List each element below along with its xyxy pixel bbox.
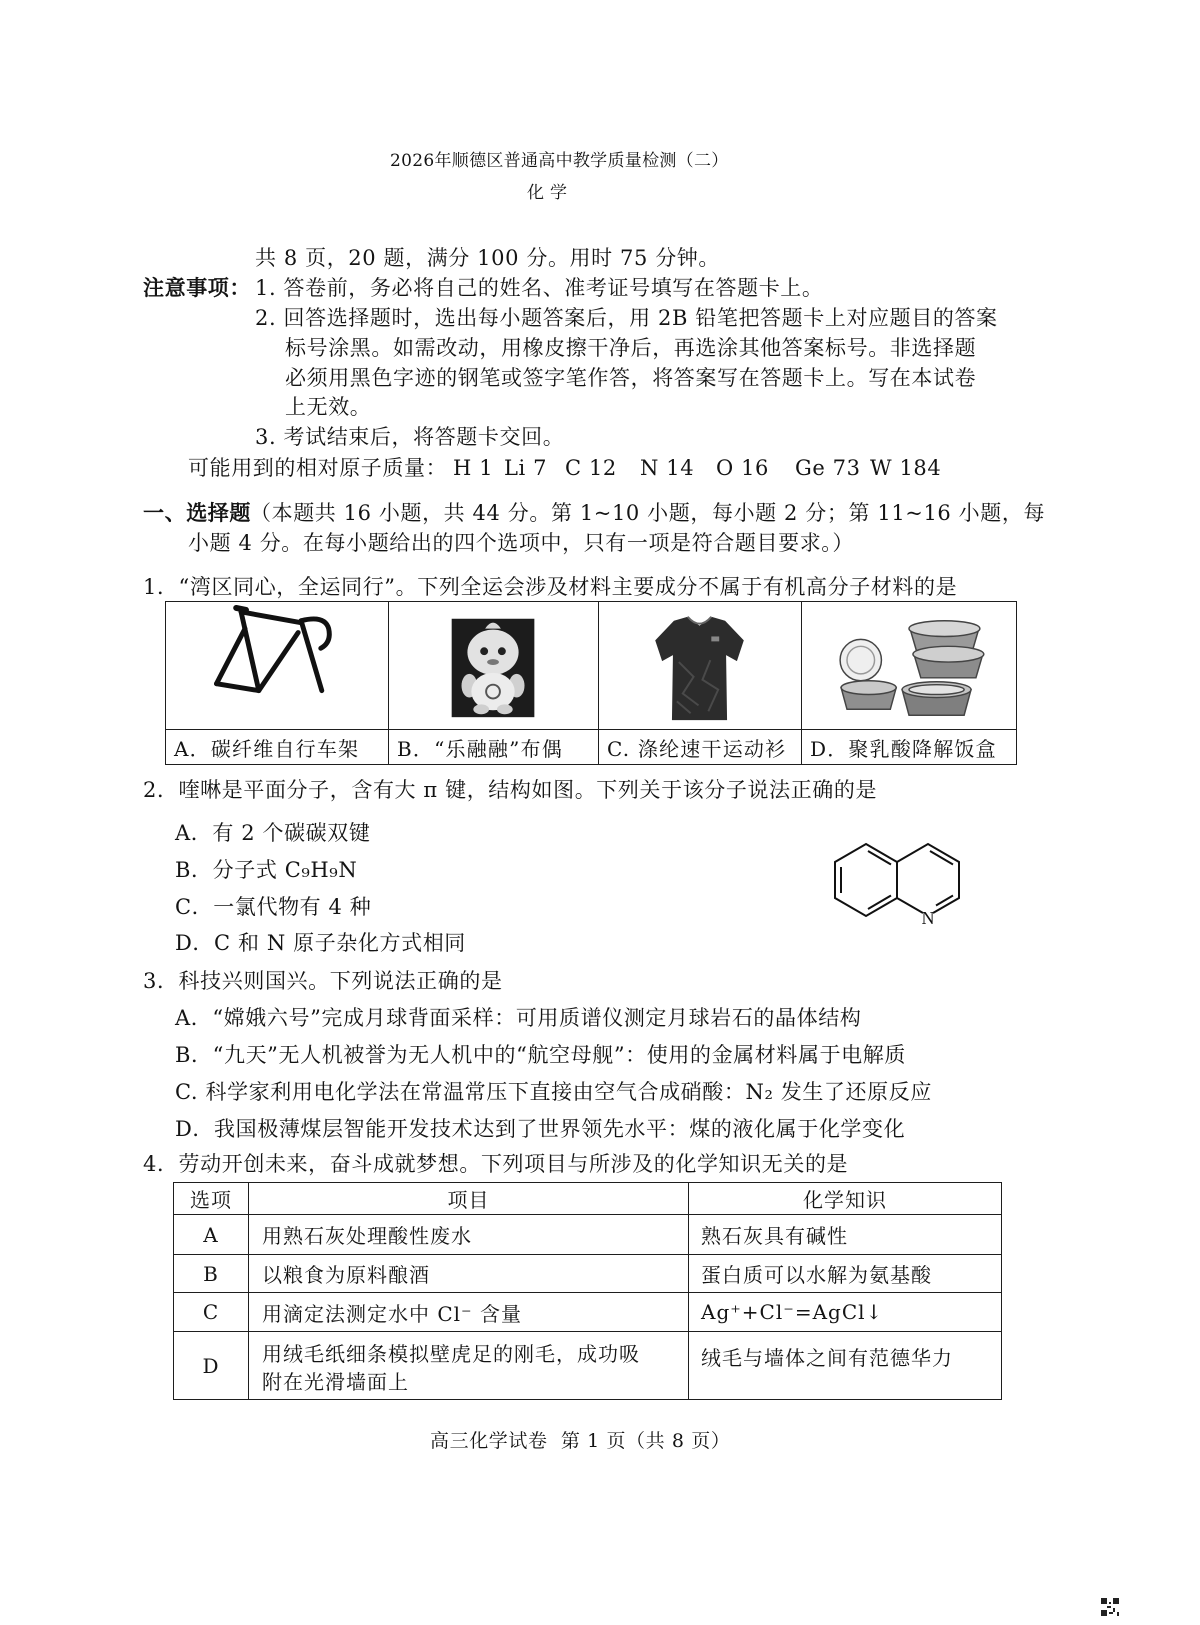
option-c-image-cell <box>599 602 802 730</box>
row-project: 以粮食为原料酿酒 <box>249 1255 689 1293</box>
image-row <box>166 602 1017 730</box>
note-2-line: 2. 回答选择题时，选出每小题答案后，用 2B 铅笔把答题卡上对应题目的答案 <box>255 306 998 330</box>
subject-title: 化 学 <box>527 183 568 203</box>
table-row <box>174 1332 1002 1400</box>
exam-summary: 共 8 页，20 题，满分 100 分。用时 75 分钟。 <box>255 246 721 270</box>
plush-doll-icon <box>390 603 598 728</box>
question-4-table <box>173 1182 1002 1400</box>
question-3-option-b: B．“九天”无人机被誉为无人机中的“航空母舰”：使用的金属材料属于电解质 <box>175 1043 906 1067</box>
atomic-mass-item: Li 7 <box>504 456 548 480</box>
row-project-line: 附在光滑墙面上 <box>262 1370 409 1394</box>
benzene-ring <box>835 844 897 916</box>
table-row <box>174 1293 1002 1332</box>
qr-code-icon <box>1101 1598 1119 1616</box>
section-description: 小题 4 分。在每小题给出的四个选项中，只有一项是符合题目要求。） <box>188 531 855 555</box>
row-option: C <box>174 1293 249 1332</box>
option-d-label: D．聚乳酸降解饭盒 <box>802 730 1017 765</box>
question-2-option-a: A．有 2 个碳碳双键 <box>175 821 371 845</box>
row-knowledge: Ag⁺+Cl⁻=AgCl↓ <box>689 1293 1002 1332</box>
section-description: （本题共 16 小题，共 44 分。第 1~10 小题，每小题 2 分；第 11~16 小题，每 <box>250 501 1046 525</box>
row-option: B <box>174 1255 249 1293</box>
table-row <box>174 1215 1002 1255</box>
header-knowledge: 化学知识 <box>689 1183 1002 1215</box>
row-knowledge: 绒毛与墙体之间有范德华力 <box>689 1332 1002 1400</box>
atomic-mass-item: Ge 73 <box>795 456 861 480</box>
note-2-line: 标号涂黑。如需改动，用橡皮擦干净后，再选涂其他答案标号。非选择题 <box>285 336 977 360</box>
row-option: A <box>174 1215 249 1255</box>
double-bond <box>868 851 891 865</box>
atomic-mass-item: H 1 <box>453 456 494 480</box>
question-3-option-a: A．“嫦娥六号”完成月球背面采样：可用质谱仪测定月球岩石的晶体结构 <box>175 1006 862 1030</box>
row-knowledge: 蛋白质可以水解为氨基酸 <box>689 1255 1002 1293</box>
header-option: 选项 <box>174 1183 249 1215</box>
atomic-mass-item: C 12 <box>565 456 617 480</box>
double-bond <box>930 851 953 865</box>
header-project: 项目 <box>249 1183 689 1215</box>
page-footer: 高三化学试卷 第 1 页（共 8 页） <box>430 1430 731 1452</box>
option-c-label: C. 涤纶速干运动衫 <box>599 730 802 765</box>
question-4-stem: 4．劳动开创未来，奋斗成就梦想。下列项目与所涉及的化学知识无关的是 <box>143 1152 849 1176</box>
question-1-stem: 1．“湾区同心，全运同行”。下列全运会涉及材料主要成分不属于有机高分子材料的是 <box>143 575 958 599</box>
note-2-line: 上无效。 <box>285 395 372 419</box>
option-a-label: A．碳纤维自行车架 <box>166 730 389 765</box>
atomic-mass-label: 可能用到的相对原子质量： <box>188 456 448 480</box>
question-2-option-c: C．一氯代物有 4 种 <box>175 895 372 919</box>
question-2-option-b: B．分子式 C₉H₉N <box>175 858 358 882</box>
quinoline-structure <box>825 835 975 930</box>
option-a-image-cell <box>166 602 389 730</box>
option-d-image-cell <box>802 602 1017 730</box>
nitrogen-atom-label: N <box>921 908 935 928</box>
atomic-mass-item: O 16 <box>716 456 770 480</box>
lunch-box-icon <box>803 603 1015 728</box>
atomic-mass-item: N 14 <box>640 456 695 480</box>
question-3-stem: 3．科技兴则国兴。下列说法正确的是 <box>143 969 503 993</box>
bicycle-frame-icon <box>167 603 387 728</box>
row-option: D <box>174 1332 249 1400</box>
row-project: 用熟石灰处理酸性废水 <box>249 1215 689 1255</box>
label-row <box>166 730 1017 765</box>
row-project <box>249 1332 689 1400</box>
question-1-options-table <box>165 601 1017 765</box>
row-project-line: 用绒毛纸细条模拟壁虎足的刚毛，成功吸 <box>262 1342 640 1366</box>
table-row <box>174 1255 1002 1293</box>
question-3-option-d: D．我国极薄煤层智能开发技术达到了世界领先水平：煤的液化属于化学变化 <box>175 1117 906 1141</box>
bond <box>897 898 923 913</box>
option-b-label: B．“乐融融”布偶 <box>389 730 599 765</box>
question-2-stem: 2．喹啉是平面分子，含有大 π 键，结构如图。下列关于该分子说法正确的是 <box>143 778 878 802</box>
row-project: 用滴定法测定水中 Cl⁻ 含量 <box>249 1293 689 1332</box>
note-1: 1. 答卷前，务必将自己的姓名、准考证号填写在答题卡上。 <box>255 276 824 300</box>
double-bond <box>868 896 891 910</box>
exam-title: 2026年顺德区普通高中教学质量检测（二） <box>390 151 729 171</box>
table-header-row <box>174 1183 1002 1215</box>
note-3: 3. 考试结束后，将答题卡交回。 <box>255 425 565 449</box>
question-3-option-c: C. 科学家利用电化学法在常温常压下直接由空气合成硝酸：N₂ 发生了还原反应 <box>175 1080 932 1104</box>
sports-shirt-icon <box>600 603 800 728</box>
question-2-option-d: D．C 和 N 原子杂化方式相同 <box>175 931 466 955</box>
row-knowledge: 熟石灰具有碱性 <box>689 1215 1002 1255</box>
note-2-line: 必须用黑色字迹的钢笔或签字笔作答，将答案写在答题卡上。写在本试卷 <box>285 366 977 390</box>
option-b-image-cell <box>389 602 599 730</box>
notes-label: 注意事项： <box>143 275 251 300</box>
atomic-mass-item: W 184 <box>870 456 942 480</box>
section-heading: 一、选择题 <box>143 500 251 525</box>
